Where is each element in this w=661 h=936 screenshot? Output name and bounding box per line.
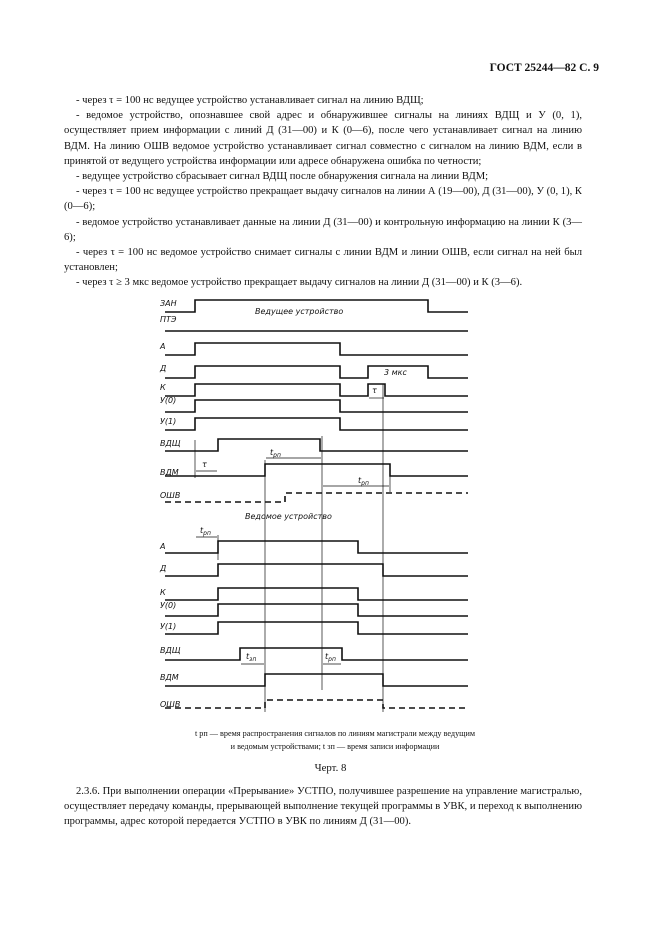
label-vdm: ВДМ	[160, 468, 179, 477]
annotation-trp: $t_{рп}$	[358, 476, 369, 487]
master-title: Ведущее устройство	[255, 307, 344, 316]
signal-u1	[165, 418, 468, 430]
signal-slave-vdm	[165, 674, 468, 686]
label-slave-vdsch: ВДЩ	[160, 646, 181, 655]
slave-title: Ведомое устройство	[245, 512, 332, 521]
signal-slave-u0	[165, 604, 468, 616]
label-vdsch: ВДЩ	[160, 439, 181, 448]
paragraph: - ведомое устройство, опознавшее свой адрес и обнаружившее сигналы на линиях ВДЩ и У (0, 1), осуществляет прием информации с линий Д (31—00) и К (0—6), после чего устанавливает сигнал на линию ВДМ. На линию ОШВ ведомое устройство устанавливает сигнал совместно с сигналом на линию ВДМ, если в принятой от ведущего устройства информации или адресе обнаружена ошибка по четности;	[64, 110, 582, 167]
signal-vdm	[165, 464, 468, 476]
annotation-trp: $t_{рп}$	[200, 526, 211, 537]
paragraph: - ведущее устройство сбрасывает сигнал ВДЩ после обнаружения сигнала на линии ВДМ;	[76, 171, 489, 183]
paragraph: - через τ = 100 нс ведущее устройство прекращает выдачу сигналов на линии А (19—00), Д (31—00), У (0, 1), К (0—6);	[64, 186, 582, 213]
label-k: К	[160, 383, 166, 392]
annotation-trp: $t_{рп}$	[270, 448, 281, 459]
signal-vdsch	[165, 439, 468, 451]
signal-slave-vdsch	[165, 648, 468, 660]
signal-slave-d	[165, 564, 468, 576]
signal-k	[165, 384, 468, 396]
label-slave-u0: У(0)	[160, 601, 177, 610]
paragraph: - ведомое устройство устанавливает данные на линии Д (31—00) и контрольную информацию на линии К (3—6);	[64, 216, 582, 243]
label-d: Д	[160, 364, 167, 373]
bottom-text	[64, 784, 582, 830]
label-pte: ПТЭ	[160, 315, 177, 324]
paragraph: - через τ = 100 нс ведущее устройство устанавливает сигнал на линию ВДЩ;	[76, 95, 424, 106]
label-u0: У(0)	[160, 396, 177, 405]
annotation-trp: $t_{рп}$	[325, 652, 336, 663]
signal-slave-oshv	[165, 700, 468, 708]
label-slave-oshv: ОШВ	[160, 700, 181, 709]
label-slave-u1: У(1)	[160, 622, 177, 631]
signal-u0	[165, 400, 468, 412]
paragraph: 2.3.6. При выполнении операции «Прерывание» УСТПО, получившее разрешение на управление магистралью, осуществляет передачу команды, прерывающей выполнение текущей программы в УВК, и переход к выполнению программы, адрес которой передается УСТПО в УВК по линиям Д (31—00).	[64, 786, 582, 828]
label-a: А	[160, 342, 166, 351]
annotation-tau: τ	[372, 386, 377, 395]
label-slave-k: К	[160, 588, 166, 597]
label-zan: ЗАН	[160, 299, 177, 308]
label-slave-a: А	[160, 542, 166, 551]
signal-a	[165, 343, 468, 355]
page-header: ГОСТ 25244—82 С. 9	[489, 62, 599, 74]
signal-slave-k	[165, 588, 468, 600]
label-slave-vdm: ВДМ	[160, 673, 179, 682]
figure-caption	[100, 727, 570, 753]
label-oshv: ОШВ	[160, 491, 181, 500]
signal-slave-u1	[165, 622, 468, 634]
figure-label: Черт. 8	[314, 762, 347, 774]
signal-oshv	[165, 493, 468, 502]
caption-line: и ведомым устройствами; t зп — время записи информации	[230, 742, 440, 751]
annotation-tzp: $t_{зп}$	[246, 652, 257, 663]
signal-slave-a	[165, 541, 468, 553]
signal-d	[165, 366, 468, 378]
paragraph: - через τ ≥ 3 мкс ведомое устройство прекращает выдачу сигналов на линии Д (31—00) и К (3—6).	[76, 277, 523, 289]
paragraph: - через τ = 100 нс ведомое устройство снимает сигналы с линии ВДМ и линии ОШВ, если сигнал на ней был установлен;	[64, 247, 582, 274]
label-slave-d: Д	[160, 564, 167, 573]
caption-line: t рп — время распространения сигналов по линиям магистрали между ведущим	[194, 729, 476, 738]
annotation-3mks: 3 мкс	[384, 368, 407, 377]
label-u1: У(1)	[160, 417, 177, 426]
annotation-tau: τ	[202, 460, 207, 469]
